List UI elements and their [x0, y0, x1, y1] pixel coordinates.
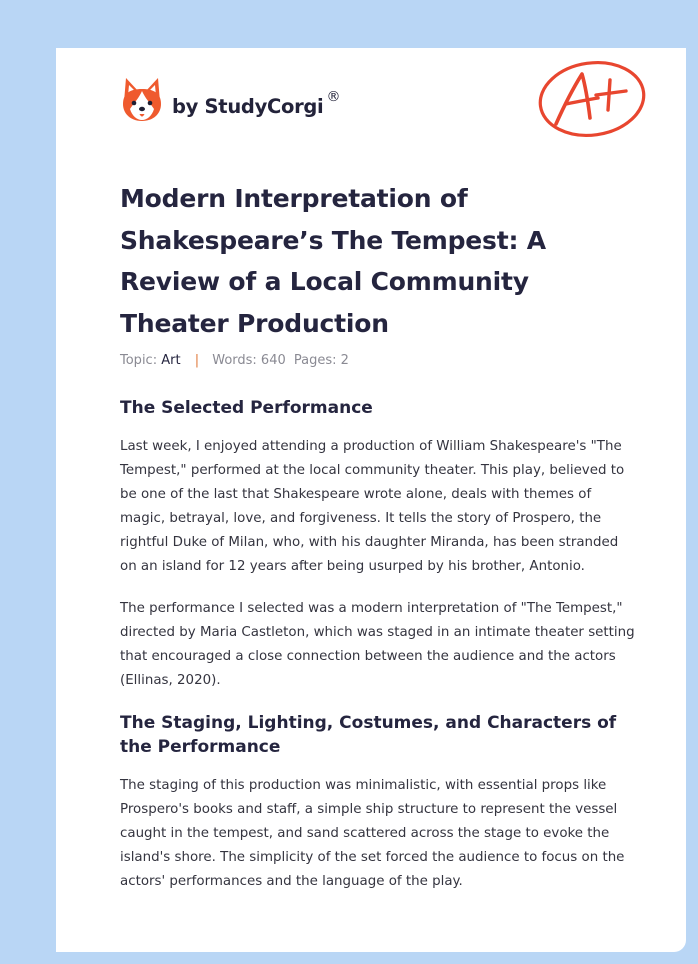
- section-heading: The Staging, Lighting, Costumes, and Characters of the Performance: [120, 713, 617, 757]
- document-meta: [120, 353, 349, 368]
- registered-mark: ®: [326, 88, 341, 105]
- page-count: Pages: 2: [293, 353, 349, 368]
- meta-separator: |: [194, 353, 200, 368]
- paragraph: Last week, I enjoyed attending a production of William Shakespeare's "The Tempest," performed at the local community theater. This play, believed to be one of the last that Shakespeare wrote alone, deals with themes of magic, betrayal, love, and forgiveness. It tells the story of Prospero, the rightful Duke of Milan, who, with his daughter Miranda, has been stranded on an island for 12 years after being usurped by his brother, Antonio.: [120, 439, 625, 574]
- brand-name: by StudyCorgi ®: [172, 88, 341, 118]
- paragraph: The performance I selected was a modern interpretation of "The Tempest," directed by Maria Castleton, which was staged in an intimate theater setting that encouraged a close connection between the audience and the actors (Ellinas, 2020).: [120, 601, 635, 688]
- topic-label: Topic:: [120, 353, 158, 368]
- a-plus-icon: [536, 58, 648, 140]
- document-body: [120, 396, 636, 912]
- word-count: Words: 640: [212, 353, 286, 368]
- corgi-icon: [120, 76, 164, 124]
- document-page: [56, 48, 686, 952]
- header: [120, 74, 340, 126]
- document-title: Modern Interpretation of Shakespeare’s The Tempest: A Review of a Local Community Theater Production: [120, 184, 546, 338]
- section-heading: The Selected Performance: [120, 398, 373, 418]
- topic-link[interactable]: Art: [161, 353, 181, 368]
- paragraph: The staging of this production was minimalistic, with essential props like Prospero's books and staff, a simple ship structure to represent the vessel caught in the tempest, and sand scattered across the stage to evoke the island's shore. The simplicity of the set forced the audience to focus on the actors' performances and the language of the play.: [120, 778, 625, 889]
